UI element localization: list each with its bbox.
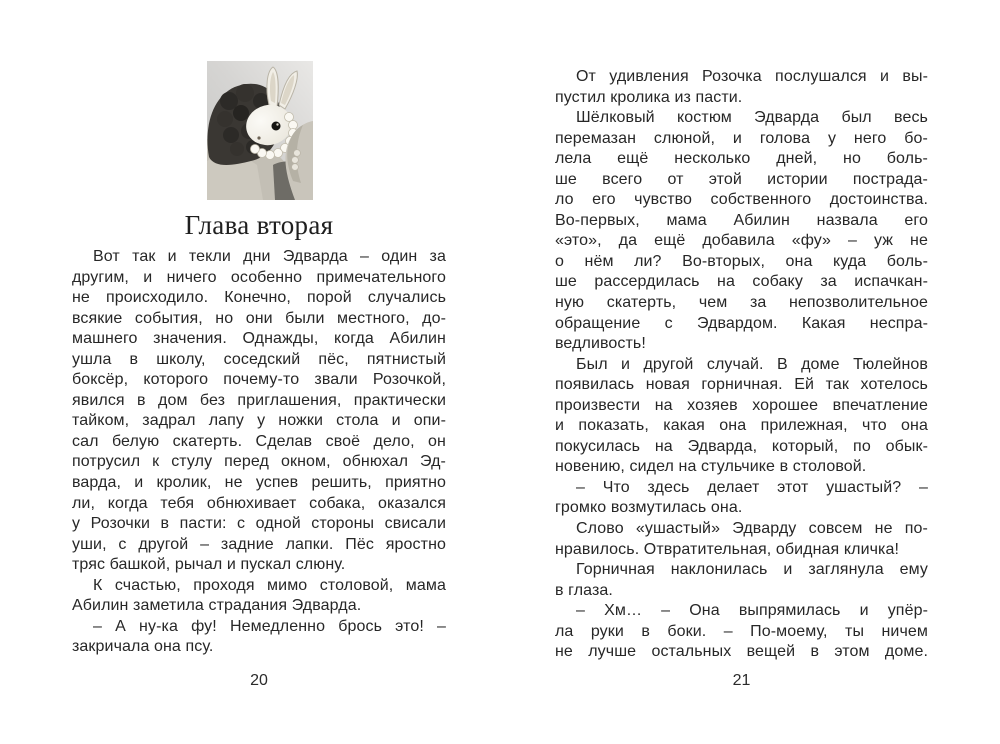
text-line: ушла в школу, соседский пёс, пятнистый xyxy=(72,350,446,368)
text-line: тайком, задрал лапу у ножки стола и опи- xyxy=(72,412,446,430)
text-line: произвести на хозяев хорошее впечатление xyxy=(555,396,928,414)
text-line: обращение с Эдвардом. Какая неспра- xyxy=(555,314,928,332)
text-line: потрусил к стулу перед окном, обнюхал Эд- xyxy=(72,453,446,471)
text-line: Был и другой случай. В доме Тюлейнов xyxy=(576,355,928,373)
text-line: перемазан слюной, и голова у него бо- xyxy=(555,129,928,147)
text-line: появилась новая горничная. Ей так хотелось xyxy=(555,376,928,394)
text-line: пустил кролика из пасти. xyxy=(555,88,743,106)
left-page-text xyxy=(72,247,446,658)
text-line: ведливость! xyxy=(555,335,646,353)
paragraph xyxy=(555,108,928,355)
text-line: К счастью, проходя мимо столовой, мама xyxy=(93,576,446,594)
text-line: ло его чувство собственного достоинства. xyxy=(555,191,928,209)
text-line: всякие события, но они были местного, до- xyxy=(72,309,446,327)
text-line: уши, с другой – задние лапки. Пёс яростно xyxy=(72,535,446,553)
paragraph xyxy=(555,519,928,560)
text-line: другим, и ничего особенно примечательного xyxy=(72,268,446,286)
paragraph xyxy=(72,247,446,576)
text-line: не происходило. Конечно, порой случались xyxy=(72,289,446,307)
text-line: Горничная наклонилась и заглянула ему xyxy=(576,561,928,579)
text-line: закричала она псу. xyxy=(72,638,214,656)
text-line: нравилось. Отвратительная, обидная кличка! xyxy=(555,540,900,558)
text-line: и показать, какая она прилежная, что она xyxy=(555,417,928,435)
text-line: боксёр, которого почему-то звали Розочкой, xyxy=(72,371,446,389)
text-line: варда, и кролик, не успев решить, приятно xyxy=(72,474,446,492)
paragraph xyxy=(72,576,446,617)
paragraph xyxy=(555,67,928,108)
text-line: ла руки в боки. – По-моему, ты ничем xyxy=(555,622,928,640)
text-line: тряс башкой, рычал и пускал слюну. xyxy=(72,556,346,574)
text-line: – Что здесь делает этот ушастый? – xyxy=(576,478,928,496)
text-line: ную скатерть, чем за непозволительное xyxy=(555,294,928,312)
chapter-heading: Глава вторая xyxy=(184,210,334,240)
text-line: лела ещё несколько дней, но боль- xyxy=(555,150,928,168)
text-line: не лучше остальных вещей в этом доме. xyxy=(555,643,928,661)
text-line: От удивления Розочка послушался и вы- xyxy=(576,68,928,85)
text-line: ше всего от этой истории пострада- xyxy=(555,170,928,188)
text-line: машнего значения. Однажды, когда Абилин xyxy=(72,330,446,348)
text-line: явился в дом без приглашения, практически xyxy=(72,391,446,409)
child-hugging-toy-rabbit-image xyxy=(207,61,313,200)
text-line: громко возмутилась она. xyxy=(555,499,743,517)
text-line: Шёлковый костюм Эдварда был весь xyxy=(576,109,928,127)
text-line: покусилась на Эдварда, который, по обык- xyxy=(555,437,928,455)
page-number-left: 20 xyxy=(250,672,268,689)
text-line: – Хм… – Она выпрямилась и упёр- xyxy=(576,602,928,620)
text-line: Абилин заметила страдания Эдварда. xyxy=(72,597,362,615)
paragraph xyxy=(555,355,928,478)
text-line: ше рассердилась на собаку за испачкан- xyxy=(555,273,928,291)
page-number-right: 21 xyxy=(732,672,751,689)
paragraph xyxy=(555,601,928,663)
text-line: «это», да ещё добавила «фу» – уж не xyxy=(555,232,928,250)
text-line: в глаза. xyxy=(555,581,613,599)
paragraph xyxy=(555,478,928,519)
text-line: сал белую скатерть. Сделав своё дело, он xyxy=(72,432,446,450)
paragraph xyxy=(555,560,928,601)
paragraph xyxy=(72,617,446,658)
chapter-illustration xyxy=(207,61,313,200)
text-line: Во-первых, мама Абилин назвала его xyxy=(555,211,928,229)
right-page-text xyxy=(555,67,928,663)
text-line: – А ну-ка фу! Немедленно брось это! – xyxy=(93,617,446,635)
text-line: ли, когда тебя обнюхивает собака, оказался xyxy=(72,494,446,512)
text-line: о нём ли? Во-вторых, она куда боль- xyxy=(555,252,928,270)
text-line: Слово «ушастый» Эдварду совсем не по- xyxy=(576,520,928,538)
text-line: Вот так и текли дни Эдварда – один за xyxy=(93,248,446,265)
text-line: новению, сидел на стульчике в столовой. xyxy=(555,458,867,476)
text-line: у Розочки в пасти: с одной стороны свисали xyxy=(72,515,446,533)
